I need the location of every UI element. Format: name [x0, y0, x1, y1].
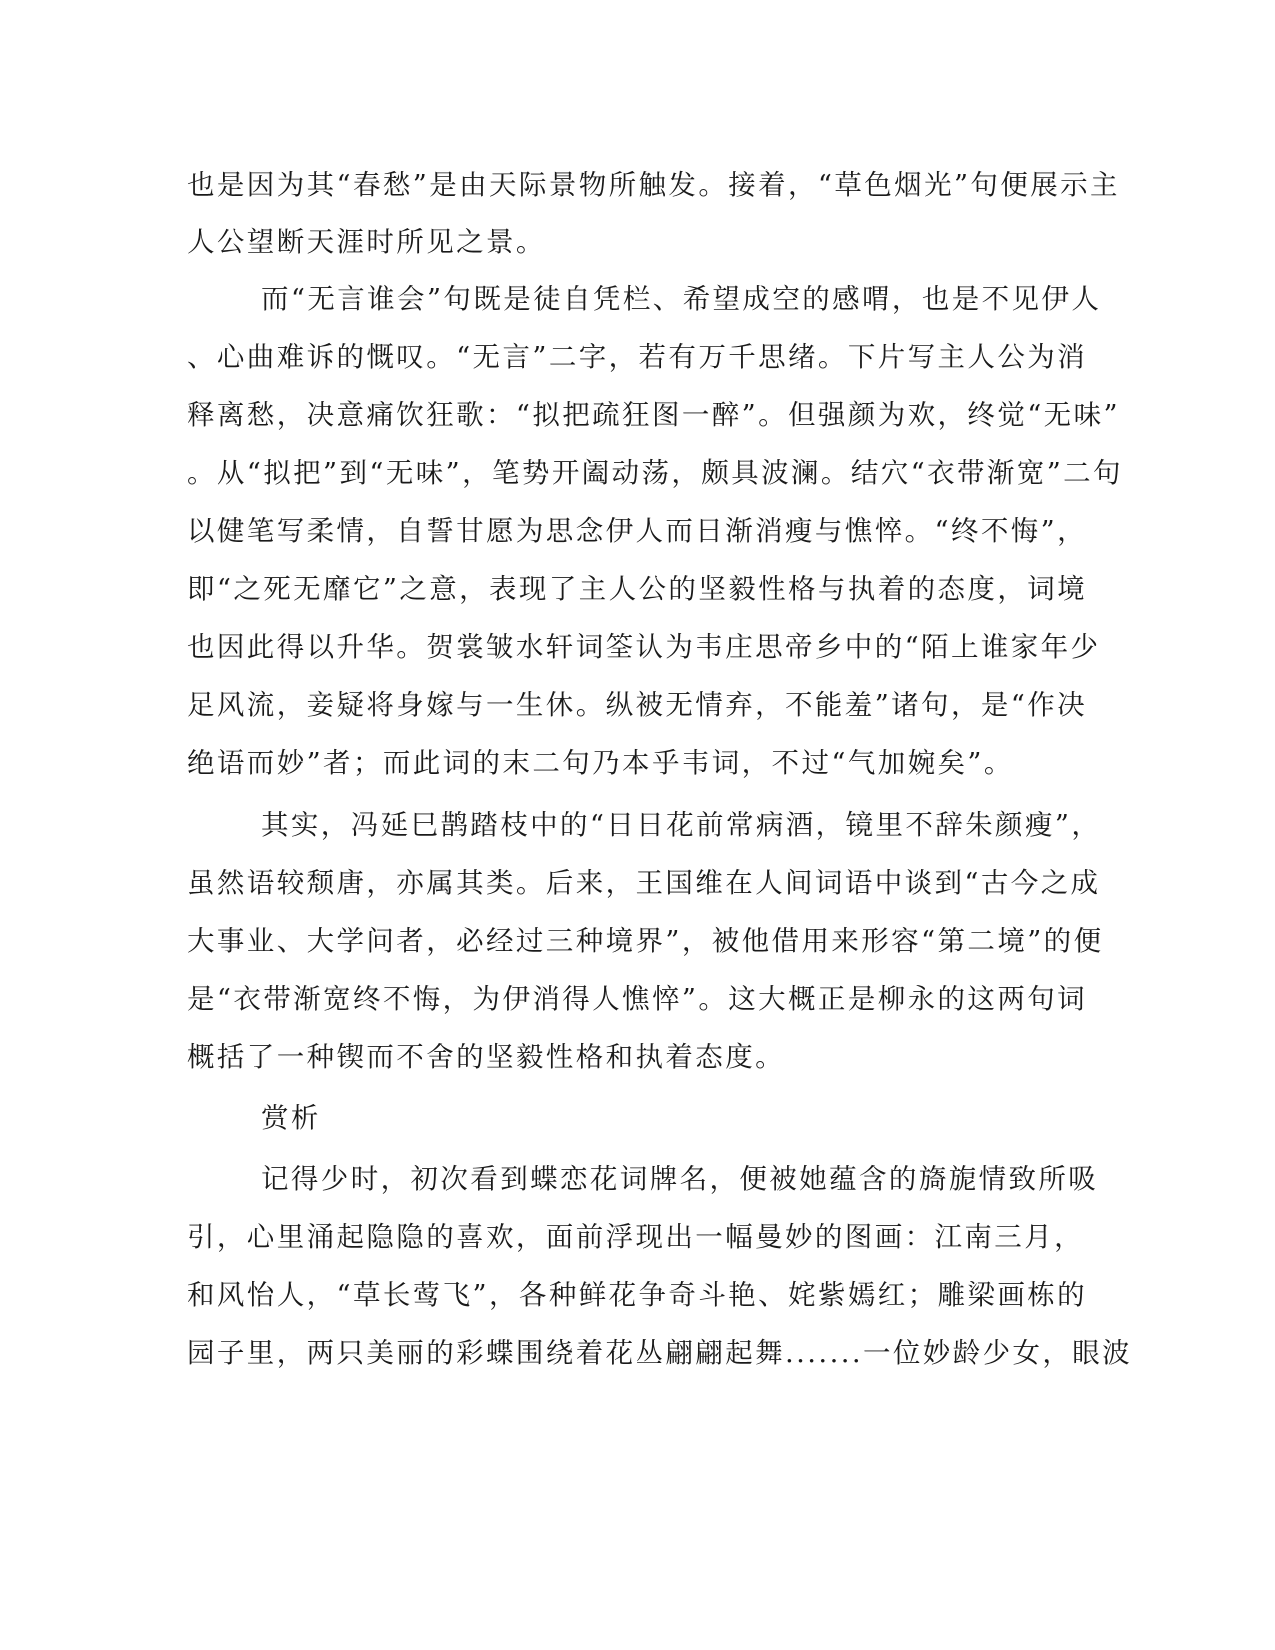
- text-line: 园子里，两只美丽的彩蝶围绕着花丛翩翩起舞.......一位妙龄少女，眼波: [187, 1337, 1133, 1369]
- paragraph-first-line: 记得少时，初次看到蝶恋花词牌名，便被她蕴含的旖旎情致所吸: [261, 1163, 1099, 1195]
- section-heading: 赏析: [261, 1102, 321, 1134]
- paragraph-first-line: 而“无言谁会”句既是徒自凭栏、希望成空的感喟，也是不见伊人: [261, 283, 1102, 315]
- text-line: 引，心里涌起隐隐的喜欢，面前浮现出一幅曼妙的图画：江南三月，: [187, 1221, 1084, 1253]
- text-line: 足风流，妾疑将身嫁与一生休。纵被无情弃，不能羞”诸句，是“作决: [187, 689, 1088, 721]
- text-line: 是“衣带渐宽终不悔，为伊消得人憔悴”。这大概正是柳永的这两句词: [187, 983, 1088, 1015]
- text-line: 人公望断天涯时所见之景。: [187, 226, 546, 258]
- text-line: 释离愁，决意痛饮狂歌：“拟把疏狂图一醉”。但强颜为欢，终觉“无味”: [187, 399, 1120, 431]
- text-line: 虽然语较颓唐，亦属其类。后来，王国维在人间词语中谈到“古今之成: [187, 867, 1101, 899]
- text-line: 即“之死无靡它”之意，表现了主人公的坚毅性格与执着的态度，词境: [187, 573, 1088, 605]
- text-line: 大事业、大学问者，必经过三种境界”，被他借用来形容“第二境”的便: [187, 925, 1104, 957]
- text-line: 、心曲难诉的慨叹。“无言”二字，若有万千思绪。下片写主人公为消: [187, 341, 1088, 373]
- text-line: 绝语而妙”者；而此词的末二句乃本乎韦词，不过“气加婉矣”。: [187, 747, 1014, 779]
- text-line: 和风怡人，“草长莺飞”，各种鲜花争奇斗艳、姹紫嫣红；雕梁画栋的: [187, 1279, 1088, 1311]
- paragraph-first-line: 其实，冯延巳鹊踏枝中的“日日花前常病酒，镜里不辞朱颜瘦”，: [261, 809, 1102, 841]
- text-line: 。从“拟把”到“无味”，笔势开阖动荡，颇具波澜。结穴“衣带渐宽”二句: [187, 457, 1123, 489]
- text-line: 以健笔写柔情，自誓甘愿为思念伊人而日渐消瘦与憔悴。“终不悔”，: [187, 515, 1088, 547]
- text-line: 也因此得以升华。贺裳皱水轩词筌认为韦庄思帝乡中的“陌上谁家年少: [187, 631, 1101, 663]
- text-line: 也是因为其“春愁”是由天际景物所触发。接着，“草色烟光”句便展示主: [187, 169, 1120, 201]
- text-line: 概括了一种锲而不舍的坚毅性格和执着态度。: [187, 1041, 785, 1073]
